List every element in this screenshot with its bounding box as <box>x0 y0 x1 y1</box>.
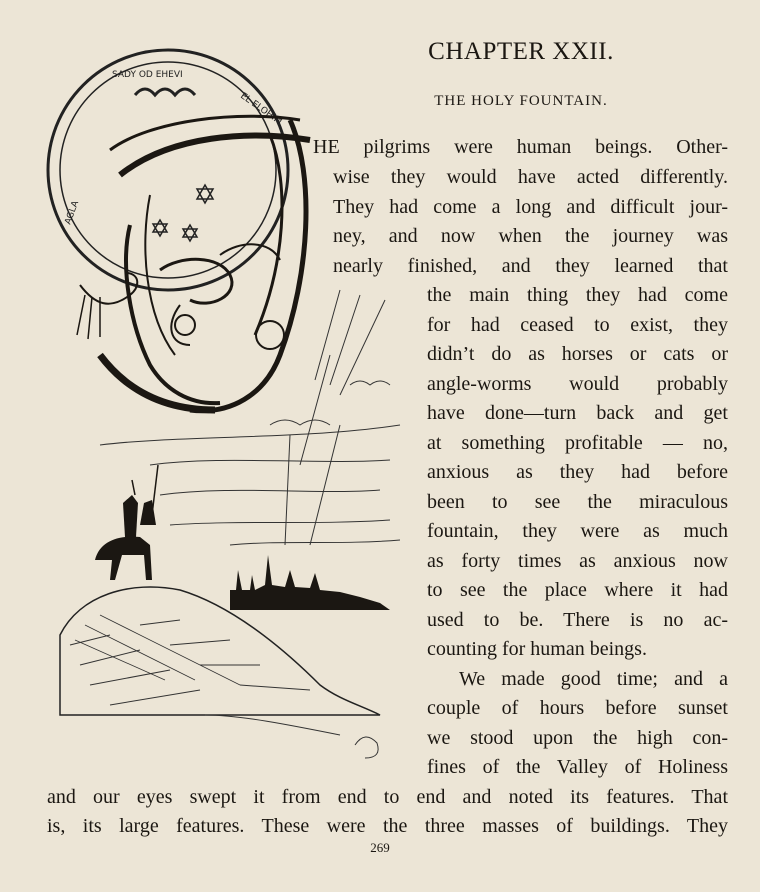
chapter-title: CHAPTER XXII. <box>428 38 614 65</box>
body-line: We made good time; and a <box>459 668 728 690</box>
seal-text-right: EL ELOHIM <box>238 91 284 128</box>
hill-with-knights <box>60 465 380 715</box>
body-line: angle-worms would probably <box>427 373 728 395</box>
body-line: counting for human beings. <box>427 638 647 660</box>
body-line: ney, and now when the journey was <box>333 225 728 247</box>
body-line: as forty times as anxious now <box>427 550 728 572</box>
chapter-subtitle: THE HOLY FOUNTAIN. <box>434 93 608 109</box>
distant-city <box>230 555 390 610</box>
page-number: 269 <box>370 840 390 855</box>
body-line: been to see the miraculous <box>427 491 728 513</box>
body-line: we stood upon the high con- <box>427 727 728 749</box>
body-line: and our eyes swept it from end to end and noted its features. That <box>47 786 728 808</box>
body-line: is, its large features. These were the three masses of buildings. They <box>47 815 728 837</box>
body-line: fountain, they were as much <box>427 520 728 542</box>
body-line: the main thing they had come <box>427 284 728 306</box>
body-line: have done—turn back and get <box>427 402 728 424</box>
body-line: at something profitable — no, <box>427 432 728 454</box>
body-line: didn’t do as horses or cats or <box>427 343 728 365</box>
body-line: anxious as they had before <box>427 461 728 483</box>
body-line: nearly finished, and they learned that <box>333 255 728 277</box>
seal-text-left: AGLA <box>63 199 82 227</box>
body-line: for had ceased to exist, they <box>427 314 728 336</box>
body-line: to see the place where it had <box>427 579 728 601</box>
seal-icon <box>48 50 288 290</box>
body-line: HE pilgrims were human beings. Other- <box>313 136 728 158</box>
body-line: couple of hours before sunset <box>427 697 728 719</box>
body-line: wise they would have acted differently. <box>333 166 728 188</box>
body-line: fines of the Valley of Holiness <box>427 756 728 778</box>
body-line: They had come a long and difficult jour- <box>333 196 728 218</box>
seal-text-top: SADY OD EHEVI <box>112 70 183 80</box>
body-line: used to be. There is no ac- <box>427 609 728 631</box>
